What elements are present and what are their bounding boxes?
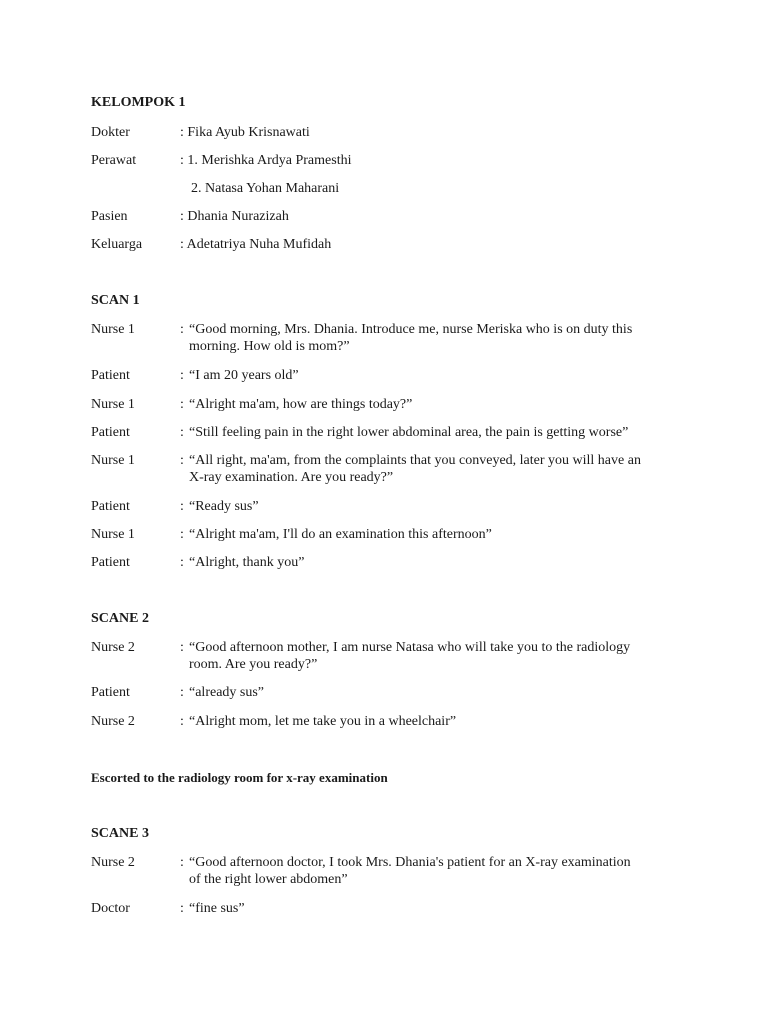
dialogue-text: [180, 713, 680, 730]
speaker: Patient: [91, 555, 130, 570]
colon: :: [180, 322, 184, 337]
colon: :: [180, 397, 184, 412]
member-name: : 1. Merishka Ardya Pramesthi: [180, 153, 352, 168]
dialogue-text: [180, 498, 680, 515]
dialogue-text: [180, 639, 680, 673]
dialogue-text: [180, 321, 680, 355]
colon: :: [180, 901, 184, 916]
colon: :: [180, 855, 184, 870]
dialogue-text: [180, 526, 680, 543]
dialogue-text: [180, 554, 680, 571]
speaker: Nurse 1: [91, 322, 135, 337]
dialogue-line-2: room. Are you ready?”: [189, 657, 318, 672]
speaker: Patient: [91, 685, 130, 700]
dialogue-line-2: morning. How old is mom?”: [189, 339, 350, 354]
colon: :: [180, 714, 184, 729]
speaker: Nurse 2: [91, 640, 135, 655]
member-role: Pasien: [91, 209, 128, 224]
group-title: KELOMPOK 1: [91, 95, 186, 110]
speaker: Nurse 1: [91, 397, 135, 412]
dialogue-line-1: “already sus”: [189, 685, 265, 700]
dialogue-text: [180, 452, 680, 486]
dialogue-line-1: “fine sus”: [189, 901, 245, 916]
scene-1-title: SCAN 1: [91, 293, 140, 308]
speaker: Patient: [91, 425, 130, 440]
dialogue-text: [180, 900, 680, 917]
dialogue-line-1: “Alright ma'am, I'll do an examination this afternoon”: [189, 527, 492, 542]
dialogue-line-1: “All right, ma'am, from the complaints that you conveyed, later you will have an: [189, 453, 641, 468]
member-name: : Fika Ayub Krisnawati: [180, 125, 310, 140]
colon: :: [180, 425, 184, 440]
speaker: Nurse 2: [91, 855, 135, 870]
member-role: Perawat: [91, 153, 137, 168]
speaker: Nurse 1: [91, 453, 135, 468]
member-name: : Dhania Nurazizah: [180, 209, 289, 224]
colon: :: [180, 527, 184, 542]
scene-3-title: SCANE 3: [91, 826, 149, 841]
dialogue-line-1: “Good morning, Mrs. Dhania. Introduce me, nurse Meriska who is on duty this: [189, 322, 633, 337]
colon: :: [180, 640, 184, 655]
colon: :: [180, 555, 184, 570]
speaker: Doctor: [91, 901, 130, 916]
dialogue-line-1: “Good afternoon doctor, I took Mrs. Dhania's patient for an X-ray examination: [189, 855, 631, 870]
speaker: Patient: [91, 368, 130, 383]
member-name: : Adetatriya Nuha Mufidah: [180, 237, 332, 252]
dialogue-text: [180, 684, 680, 701]
dialogue-line-1: “I am 20 years old”: [189, 368, 299, 383]
stage-direction: Escorted to the radiology room for x-ray examination: [91, 770, 388, 785]
dialogue-text: [180, 854, 680, 888]
speaker: Nurse 2: [91, 714, 135, 729]
dialogue-line-1: “Alright, thank you”: [189, 555, 305, 570]
dialogue-line-2: X-ray examination. Are you ready?”: [189, 470, 394, 485]
speaker: Patient: [91, 499, 130, 514]
member-role: Keluarga: [91, 237, 143, 252]
dialogue-text: [180, 396, 680, 413]
member-name: 2. Natasa Yohan Maharani: [191, 181, 340, 196]
dialogue-text: [180, 367, 680, 384]
colon: :: [180, 685, 184, 700]
member-role: Dokter: [91, 125, 130, 140]
colon: :: [180, 453, 184, 468]
scene-2-title: SCANE 2: [91, 611, 149, 626]
colon: :: [180, 499, 184, 514]
dialogue-line-1: “Still feeling pain in the right lower abdominal area, the pain is getting worse”: [189, 425, 629, 440]
colon: :: [180, 368, 184, 383]
dialogue-line-1: “Alright mom, let me take you in a wheelchair”: [189, 714, 457, 729]
dialogue-line-1: “Alright ma'am, how are things today?”: [189, 397, 413, 412]
dialogue-line-1: “Ready sus”: [189, 499, 259, 514]
dialogue-text: [180, 424, 680, 441]
dialogue-line-1: “Good afternoon mother, I am nurse Natasa who will take you to the radiology: [189, 640, 631, 655]
speaker: Nurse 1: [91, 527, 135, 542]
dialogue-line-2: of the right lower abdomen”: [189, 872, 348, 887]
